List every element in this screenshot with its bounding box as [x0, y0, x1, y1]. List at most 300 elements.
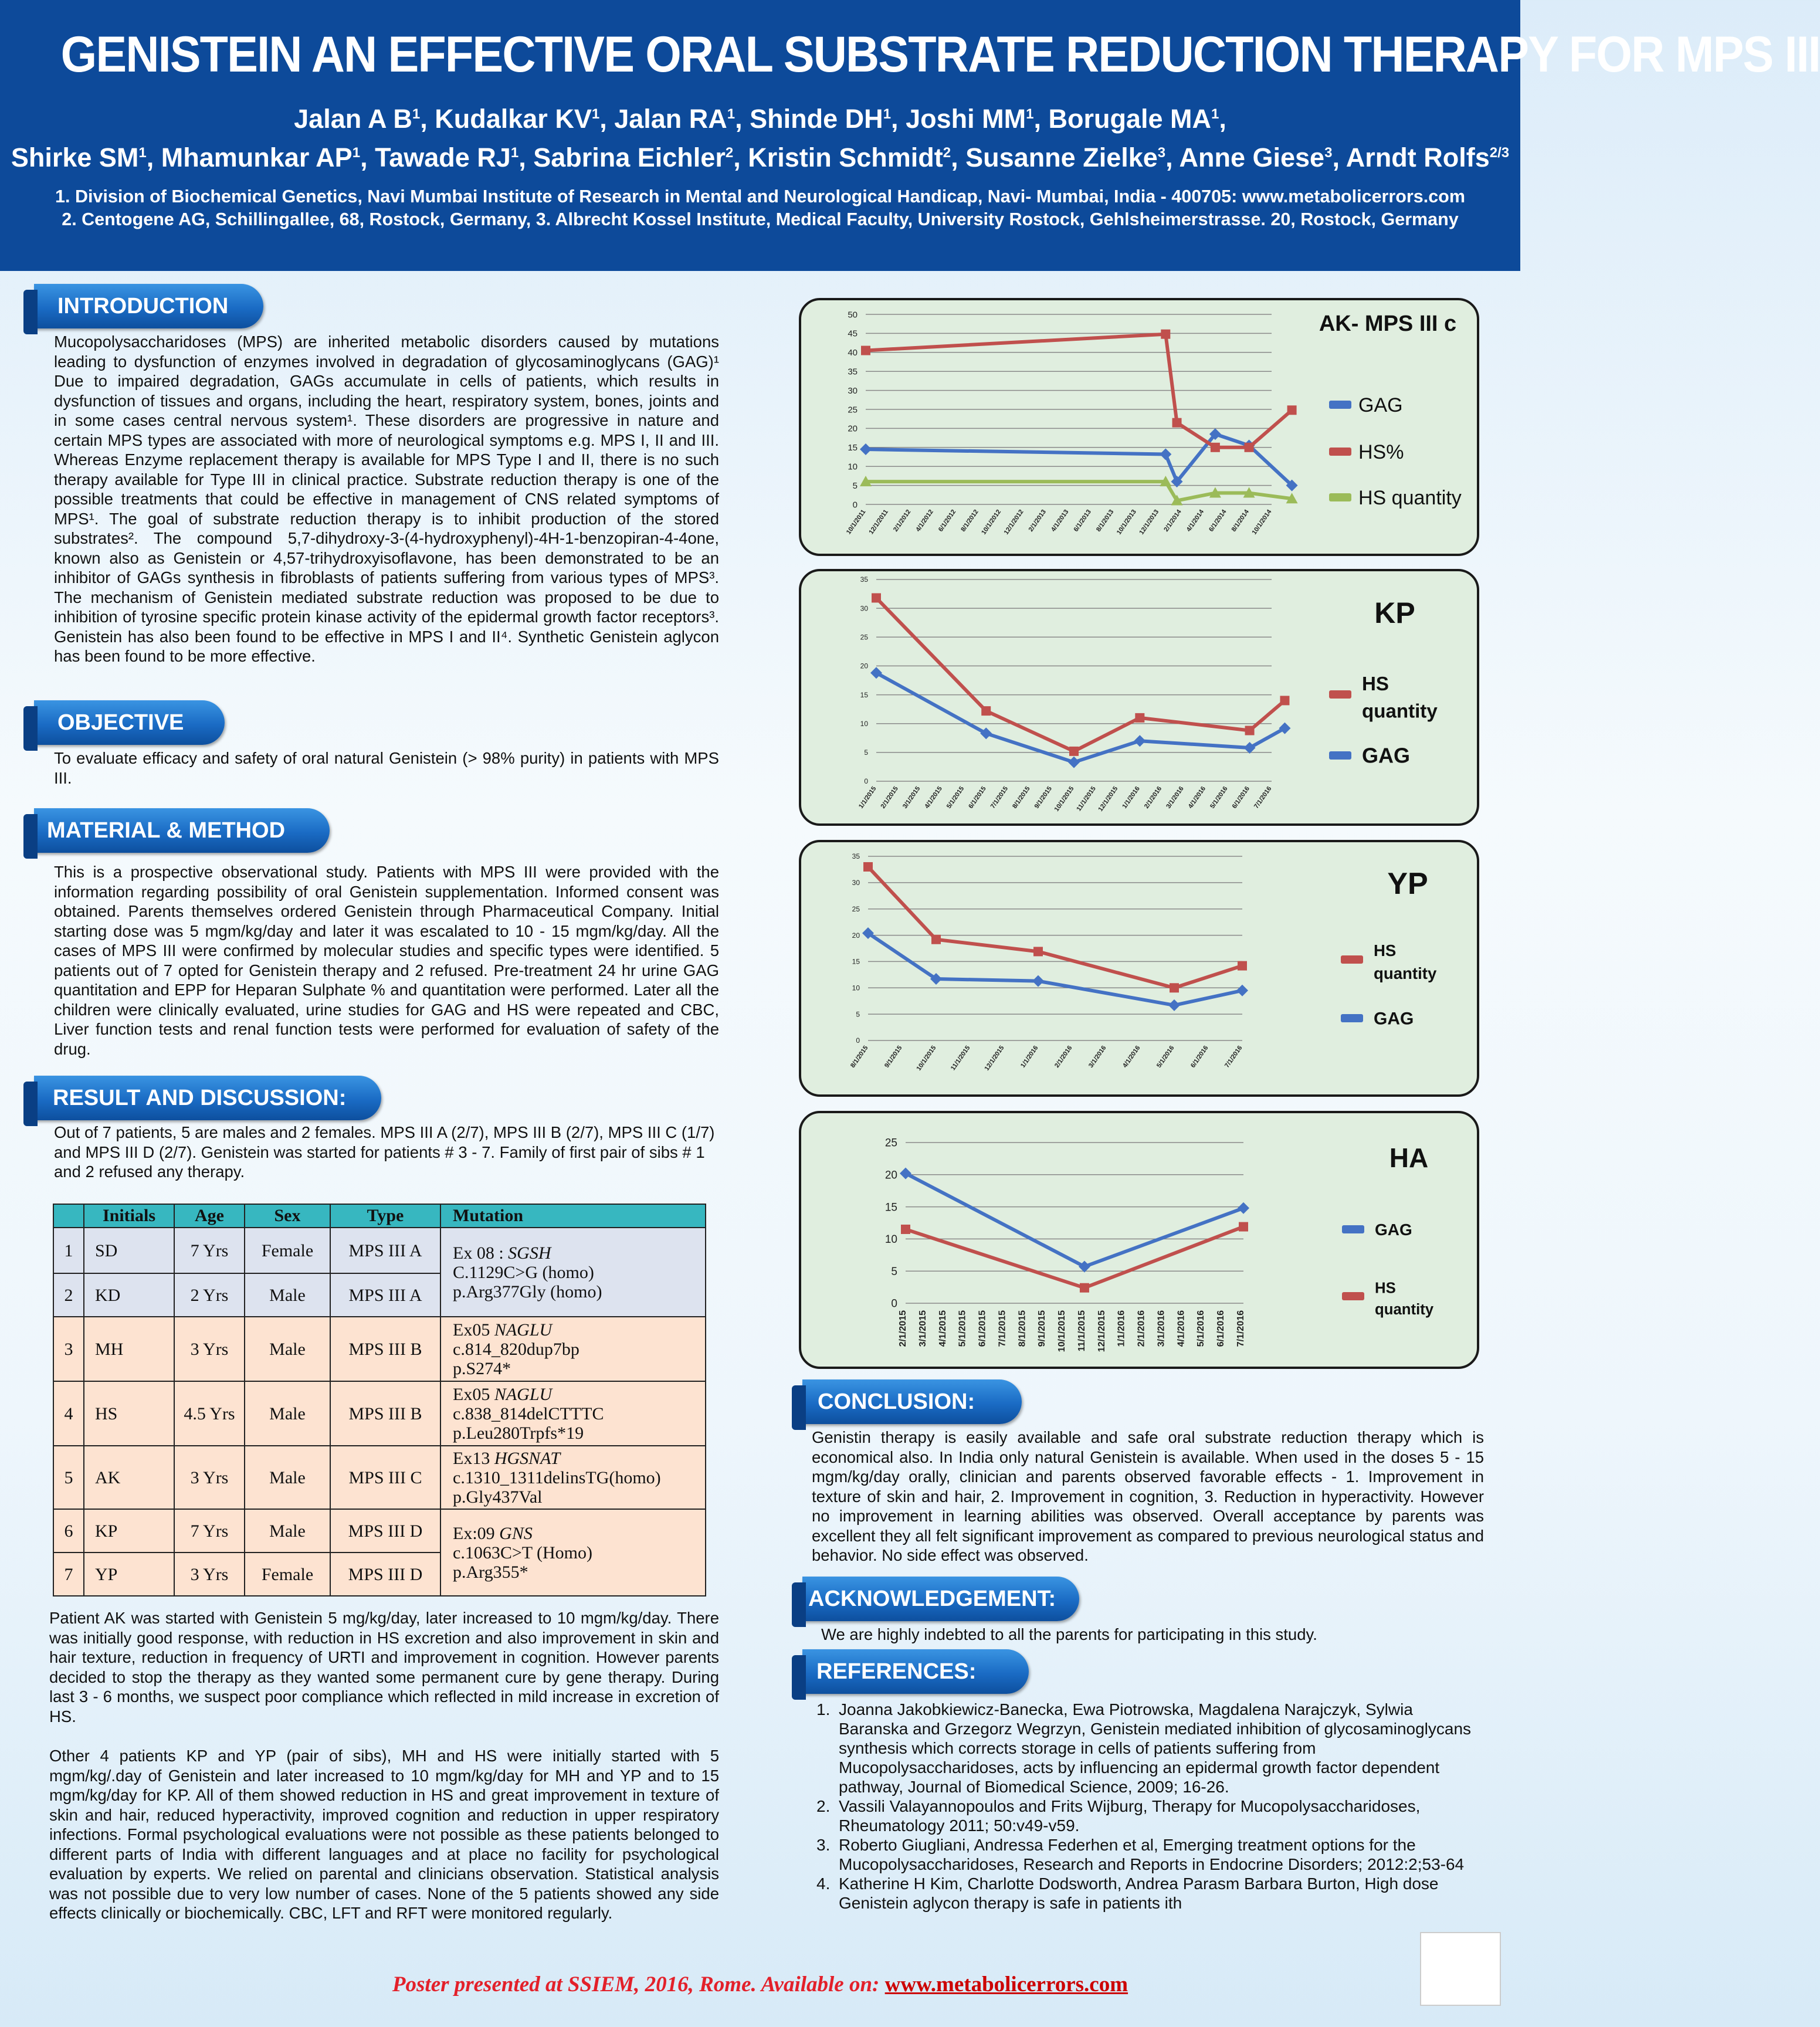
- mutation-exon: Ex13: [453, 1448, 490, 1468]
- author-affiliation-mark: 1: [510, 145, 519, 161]
- x-tick-label: 6/1/2014: [1208, 508, 1228, 533]
- table-cell: SD: [84, 1228, 174, 1273]
- chart-ha: [799, 1111, 1479, 1369]
- patient-table: [53, 1204, 706, 1596]
- header-cell: Initials: [84, 1204, 174, 1228]
- legend-label: quantity: [1374, 964, 1437, 982]
- mutation-line: p.Leu280Trpfs*19: [453, 1423, 584, 1443]
- chart-svg: [801, 300, 1477, 554]
- data-point: [1172, 418, 1182, 428]
- table-cell: 7: [53, 1553, 84, 1596]
- table-cell: 4.5 Yrs: [174, 1381, 245, 1446]
- mutation-line: c.814_820dup7bp: [453, 1339, 579, 1359]
- data-point: [863, 862, 873, 872]
- y-tick-label: 25: [852, 904, 860, 913]
- x-tick-label: 7/1/2016: [1253, 785, 1273, 810]
- footer: [0, 1972, 1520, 1997]
- footer-text: Poster presented at SSIEM, 2016, Rome. Available on:: [392, 1972, 885, 1997]
- x-tick-label: 6/1/2012: [937, 508, 958, 533]
- chart-ak: [799, 298, 1479, 556]
- author-name: Kristin Schmidt: [748, 143, 943, 172]
- reference-item: 1. Joanna Jakobkiewicz-Banecka, Ewa Piotrowska, Magdalena Narajczyk, Sylwia Baranska and Grzegorz Wegrzyn, Genistein mediated inhibition of glycosaminoglycans synthesis which corrects storage in cells of patients suffering from Mucopolysaccharidoses, acts by influencing an epidermal growth factor dependent pathway, Journal of Biomedical Science, 2009; 16-26.: [816, 1700, 1472, 1796]
- acknowledgement-text: We are highly indebted to all the parents for participating in this study.: [821, 1625, 1317, 1643]
- x-tick-label: 3/1/2016: [1156, 1310, 1167, 1347]
- legend-label: HS%: [1358, 440, 1404, 463]
- table-cell: 2: [53, 1273, 84, 1317]
- x-tick-label: 2/1/2015: [898, 1310, 908, 1347]
- x-tick-label: 5/1/2015: [945, 785, 966, 810]
- table-cell: 5: [53, 1446, 84, 1509]
- data-point: [1160, 448, 1171, 460]
- legend-swatch: [1329, 401, 1351, 409]
- table-cell: Female: [245, 1553, 330, 1596]
- legend-label: quantity: [1375, 1301, 1434, 1318]
- x-tick-label: 3/1/2016: [1165, 785, 1185, 810]
- x-tick-label: 12/1/2015: [983, 1044, 1006, 1072]
- x-tick-label: 11/1/2015: [1076, 1310, 1087, 1352]
- footer-link[interactable]: www.metabolicerrors.com: [884, 1972, 1128, 1997]
- header-cell: Type: [330, 1204, 440, 1228]
- x-tick-label: 10/1/2015: [915, 1044, 938, 1072]
- x-tick-label: 7/1/2016: [1223, 1044, 1244, 1069]
- table-cell: 6: [53, 1509, 84, 1553]
- y-tick-label: 15: [884, 1201, 897, 1214]
- data-point: [1245, 443, 1254, 452]
- mutation-cell: [440, 1509, 706, 1596]
- table-cell: 3 Yrs: [174, 1446, 245, 1509]
- data-point: [1135, 713, 1144, 723]
- mutation-cell: [440, 1381, 706, 1446]
- data-point: [1168, 999, 1180, 1011]
- y-tick-label: 10: [884, 1233, 897, 1246]
- results-discussion-text: [23, 1608, 719, 1923]
- table-cell: 7 Yrs: [174, 1509, 245, 1553]
- y-tick-label: 30: [860, 604, 868, 613]
- y-tick-label: 25: [884, 1137, 897, 1150]
- legend-label: GAG: [1358, 394, 1403, 416]
- y-tick-label: 25: [848, 405, 858, 415]
- x-tick-label: 11/1/2015: [1075, 785, 1097, 813]
- reference-text: Roberto Giugliani, Andressa Federhen et al, Emerging treatment options for the Mucopolysaccharidoses, Research and Reports in Endocrine Disorders; 2012:2;53-64: [839, 1836, 1465, 1873]
- chart-yp: [799, 840, 1479, 1097]
- x-tick-label: 7/1/2015: [989, 785, 1010, 810]
- mutation-gene: NAGLU: [494, 1384, 553, 1404]
- author-name: Shirke SM: [11, 143, 139, 172]
- table-row: [53, 1381, 706, 1446]
- chart-svg: [801, 571, 1477, 823]
- x-tick-label: 3/1/2015: [901, 785, 922, 810]
- x-tick-label: 2/1/2016: [1053, 1044, 1074, 1069]
- x-tick-label: 2/1/2014: [1163, 508, 1183, 533]
- author-name: Tawade RJ: [375, 143, 511, 172]
- table-cell: MPS III D: [330, 1509, 440, 1553]
- method-heading: MATERIAL & METHOD: [34, 808, 330, 853]
- x-tick-label: 9/1/2015: [883, 1044, 904, 1069]
- table-cell: Male: [245, 1446, 330, 1509]
- series-line: [906, 1227, 1243, 1288]
- series-line: [906, 1174, 1243, 1267]
- data-point: [1238, 961, 1247, 971]
- y-tick-label: 45: [848, 328, 858, 339]
- author-name: Arndt Rolfs: [1345, 143, 1490, 172]
- data-point: [1287, 405, 1297, 415]
- y-tick-label: 5: [856, 1010, 860, 1019]
- x-tick-label: 5/1/2016: [1196, 1310, 1206, 1347]
- introduction-section: [23, 284, 719, 666]
- author-affiliation-mark: 1: [591, 106, 600, 122]
- x-tick-label: 1/1/2016: [1019, 1044, 1040, 1069]
- results-text-1: Patient AK was started with Genistein 5 mg/kg/day, later increased to 10 mgm/kg/day. There was initially good response, with reduction in HS excretion and also improvement in skin and hair texture, reduction in frequency of URTI and improvement in cognition. However parents decided to stop the therapy as they wanted some permanent cure by gene therapy. During last 3 - 6 months, we suspect poor compliance which reflected in mild increase in excretion of HS.: [49, 1609, 719, 1726]
- header-cell: [53, 1204, 84, 1228]
- x-tick-label: 8/1/2015: [1017, 1310, 1028, 1347]
- chart-title: KP: [1374, 596, 1415, 629]
- data-point: [1069, 747, 1079, 756]
- references-section: [792, 1649, 1484, 1913]
- legend-label: HS quantity: [1358, 486, 1462, 509]
- y-tick-label: 10: [860, 719, 868, 728]
- mutation-line: p.Arg377Gly (homo): [453, 1282, 602, 1301]
- table-cell: 7 Yrs: [174, 1228, 245, 1273]
- author-name: Borugale MA: [1048, 104, 1211, 134]
- reference-item: 3. Roberto Giugliani, Andressa Federhen et al, Emerging treatment options for the Mucopolysaccharidoses, Research and Reports in Endocrine Disorders; 2012:2;53-64: [816, 1836, 1465, 1873]
- x-tick-label: 4/1/2015: [937, 1310, 948, 1347]
- data-point: [1211, 443, 1220, 452]
- chart-svg: [801, 842, 1477, 1094]
- table-cell: Male: [245, 1317, 330, 1381]
- data-point: [861, 346, 870, 355]
- legend-label: HS: [1362, 673, 1389, 695]
- table-cell: 3: [53, 1317, 84, 1381]
- conclusion-heading: CONCLUSION:: [802, 1379, 1022, 1424]
- data-point: [1280, 696, 1289, 705]
- x-tick-label: 3/1/2016: [1087, 1044, 1108, 1069]
- mutation-exon: Ex:09: [453, 1523, 495, 1543]
- mutation-exon: Ex05: [453, 1384, 490, 1404]
- mutation-line: p.S274*: [453, 1358, 511, 1378]
- authors-line-2: Shirke $SM^1$, Mhamunkar $AP^1$, Tawade $RJ^1$, Sabrina Eichler$^2$, Kristin Schmidt$^2$, Susanne Zielke$^3$, Anne Giese$^3$, Arndt Rolfs$^{2/3}$: [11, 143, 1510, 172]
- mutation-exon: Ex05: [453, 1320, 490, 1340]
- y-tick-label: 20: [884, 1169, 897, 1182]
- author-affiliation-mark: 3: [1324, 145, 1333, 161]
- header-cell: Mutation: [440, 1204, 706, 1228]
- data-point: [901, 1225, 910, 1234]
- x-tick-label: 3/1/2015: [917, 1310, 928, 1347]
- x-tick-label: 1/1/2016: [1121, 785, 1141, 810]
- author-name: Anne Giese: [1179, 143, 1325, 172]
- objective-section: [23, 700, 719, 788]
- data-point: [1080, 1283, 1089, 1293]
- legend-label: HS: [1374, 941, 1397, 960]
- x-tick-label: 12/1/2015: [1097, 785, 1120, 813]
- results-intro: Out of 7 patients, 5 are males and 2 females. MPS III A (2/7), MPS III B (2/7), MPS III C (1/7) and MPS III D (2/7). Genistein was started for patients # 3 - 7. Family of first pair of sibs # 1 and 2 refused any therapy.: [54, 1123, 715, 1181]
- mutation-gene: GNS: [499, 1523, 533, 1543]
- y-tick-label: 15: [852, 957, 860, 966]
- y-tick-label: 10: [852, 984, 860, 992]
- x-tick-label: 8/1/2015: [849, 1044, 870, 1069]
- mutation-line: c.1310_1311delinsTG(homo): [453, 1467, 661, 1487]
- mutation-cell: [440, 1228, 706, 1317]
- results-heading: RESULT AND DISCUSSION:: [34, 1076, 381, 1120]
- y-tick-label: 35: [848, 367, 858, 377]
- legend-swatch: [1342, 1225, 1364, 1233]
- y-tick-label: 5: [891, 1265, 897, 1278]
- x-tick-label: 10/1/2015: [1053, 785, 1076, 813]
- table-header-row: [53, 1204, 706, 1228]
- affiliations: [0, 185, 1520, 231]
- results-section: [23, 1076, 716, 1182]
- x-tick-label: 11/1/2015: [949, 1044, 972, 1072]
- author-name: Mhamunkar AP: [161, 143, 353, 172]
- mutation-line: p.Arg355*: [453, 1562, 528, 1582]
- y-tick-label: 20: [852, 931, 860, 940]
- mutation-cell: [440, 1446, 706, 1509]
- x-tick-label: 4/1/2014: [1185, 508, 1206, 533]
- author-affiliation-mark: 1: [1026, 106, 1034, 122]
- header-cell: Sex: [245, 1204, 330, 1228]
- method-text: This is a prospective observational study. Patients with MPS III were provided with the information regarding possibility of oral Genistein supplementation. Informed consent was obtained. Parents themselves ordered Genistein through Pharmaceutical Company. Initial starting dose was 5 mgm/kg/day and later it was escalated to 10 - 15 mgm/kg/day. All the cases of MPS III were confirmed by molecular studies and specific types were identified. 5 patients out of 7 opted for Genistein therapy and 2 refused. Pre-treatment 24 hr urine GAG quantitation and EPP for Heparan Sulphate % and quantitation were performed. Later all the children were clinically evaluated, urine studies for GAG and HS were repeated and CBC, Liver function tests and renal function tests were performed for evaluation of safety of the drug.: [54, 863, 719, 1058]
- reference-text: Joanna Jakobkiewicz-Banecka, Ewa Piotrowska, Magdalena Narajczyk, Sylwia Baranska and Grzegorz Wegrzyn, Genistein mediated inhibition of glycosaminoglycans synthesis which corrects storage in cells of patients suffering from Mucopolysaccharidoses, acts by influencing an epidermal growth factor dependent pathway, Journal of Biomedical Science, 2009; 16-26.: [839, 1700, 1472, 1796]
- table-cell: 4: [53, 1381, 84, 1446]
- x-tick-label: 6/1/2016: [1189, 1044, 1210, 1069]
- table-row: [53, 1446, 706, 1509]
- chart-svg: [801, 1113, 1477, 1367]
- x-tick-label: 6/1/2015: [967, 785, 988, 810]
- x-tick-label: 12/1/2013: [1138, 508, 1161, 536]
- x-tick-label: 6/1/2016: [1216, 1310, 1226, 1347]
- x-tick-label: 9/1/2015: [1033, 785, 1054, 810]
- table-cell: 3 Yrs: [174, 1553, 245, 1596]
- author-name: Shinde DH: [750, 104, 883, 134]
- series-line: [876, 598, 1284, 751]
- poster-title: GENISTEIN AN EFFECTIVE ORAL SUBSTRATE REDUCTION THERAPY FOR MPS III: [60, 26, 1820, 83]
- data-point: [860, 443, 872, 455]
- x-tick-label: 10/1/2011: [845, 508, 867, 536]
- legend-label: GAG: [1362, 743, 1411, 768]
- x-tick-label: 2/1/2016: [1143, 785, 1164, 810]
- conclusion-section: [792, 1379, 1484, 1565]
- x-tick-label: 8/1/2013: [1094, 508, 1116, 533]
- references-list: [813, 1700, 1484, 1913]
- data-point: [1068, 757, 1080, 768]
- y-tick-label: 25: [860, 633, 868, 642]
- mutation-line: c.838_814delCTTTC: [453, 1404, 604, 1423]
- data-point: [1032, 975, 1044, 987]
- x-tick-label: 10/1/2012: [980, 508, 1003, 536]
- x-tick-label: 6/1/2015: [977, 1310, 988, 1347]
- data-point: [931, 935, 941, 944]
- mutation-cell: [440, 1317, 706, 1381]
- x-tick-label: 2/1/2016: [1136, 1310, 1147, 1347]
- author-name: Joshi MM: [906, 104, 1026, 134]
- legend-swatch: [1329, 751, 1351, 760]
- data-point: [1239, 1222, 1248, 1232]
- legend-swatch: [1329, 448, 1351, 456]
- data-point: [1134, 735, 1145, 747]
- table-cell: KD: [84, 1273, 174, 1317]
- table-cell: KP: [84, 1509, 174, 1553]
- x-tick-label: 12/1/2012: [1002, 508, 1025, 536]
- chart-title: YP: [1387, 867, 1428, 901]
- x-tick-label: 4/1/2016: [1121, 1044, 1142, 1069]
- acknowledgement-heading: ACKNOWLEDGEMENT:: [802, 1577, 1079, 1621]
- x-tick-label: 8/1/2015: [1011, 785, 1032, 810]
- author-affiliation-mark: 1: [883, 106, 892, 122]
- author-affiliation-mark: 3: [1157, 145, 1166, 161]
- y-tick-label: 10: [848, 462, 858, 472]
- introduction-heading: INTRODUCTION: [34, 284, 263, 328]
- series-line: [866, 482, 1292, 500]
- reference-text: Vassili Valayannopoulos and Frits Wijburg, Therapy for Mucopolysaccharidoses, Rheumatology 2011; 50:v49-v59.: [839, 1797, 1421, 1835]
- introduction-text: Mucopolysaccharidoses (MPS) are inherited metabolic disorders caused by mutations leading to dysfunction of enzymes involved in degradation of glycosaminoglycans (GAG)¹ Due to impaired degradation, GAGs accumulate in cells of patients, which results in dysfunction of tissues and organs, including the heart, respiratory system, bones, joints and in some cases central nervous system¹. These disorders are progressive in nature and certain MPS types are associated with more of neurological symptoms e.g. MPS I, II and III. Whereas Enzyme replacement therapy is available for MPS Type I and II, there is no such therapy available for Type III in clinical practice. Substrate reduction therapy is one of the possible treatments that could be effective in management of CNS related symptoms of MPS¹. The goal of substrate reduction therapy is to inhibit production of the stored substrates². The compound 5,7-dihydroxy-3-(4-hydroxyphenyl)-4H-1-benzopiran-4-4one, known also as Genistein or 4,57-trihydroxyisoflavone, has been demonstrated to be an inhibitor of GAGs synthesis in fibroblasts of patients suffering from various types of MPS³. The mechanism of Genistein mediated substrate reduction was proposed to be due to inhibition of tyrosine specific protein kinase activity of the epidermal growth factor receptors³. Genistein has also been found to be effective in MPS I and II⁴. Synthetic Genistein aglycon has been found to be more effective.: [54, 333, 719, 665]
- objective-text: To evaluate efficacy and safety of oral natural Genistein (> 98% purity) in patients with MPS III.: [54, 749, 719, 787]
- y-tick-label: 0: [891, 1297, 897, 1310]
- table-cell: MPS III D: [330, 1553, 440, 1596]
- mutation-line: C.1129C>G (homo): [453, 1262, 594, 1282]
- y-tick-label: 35: [860, 575, 868, 584]
- x-tick-label: 7/1/2015: [997, 1310, 1008, 1347]
- table-cell: Male: [245, 1381, 330, 1446]
- x-tick-label: 10/1/2013: [1115, 508, 1138, 536]
- y-tick-label: 0: [852, 500, 858, 510]
- x-tick-label: 10/1/2015: [1057, 1310, 1067, 1353]
- y-tick-label: 5: [864, 748, 868, 757]
- y-tick-label: 15: [860, 690, 868, 699]
- mutation-gene: HGSNAT: [494, 1448, 561, 1468]
- x-tick-label: 1/1/2016: [1116, 1310, 1127, 1347]
- legend-label: quantity: [1362, 700, 1438, 723]
- results-text-2: Other 4 patients KP and YP (pair of sibs), MH and HS were initially started with 5 mgm/kg/.day of Genistein and later increased to 10 mgm/kg/day for MH and YP and to 15 mgm/kg/day for KP. All of them showed reduction in HS and great improvement in texture of skin and hair, reduced hyperactivity, improved cognition and reduction in upper respiratory infections. Formal psychological evaluations were not possible as these patients belonged to different parts of India with different languages and at place no facility for psychological evaluation by experts. We relied on parental and clinicians observation. Statistical analysis was not possible due to very low number of cases. None of the 5 patients showed any side effects clinically or biochemically. CBC, LFT and RFT were monitored regularly.: [49, 1747, 719, 1922]
- table-cell: HS: [84, 1381, 174, 1446]
- author-name: Susanne Zielke: [965, 143, 1158, 172]
- poster-header: [0, 0, 1820, 271]
- x-tick-label: 2/1/2012: [892, 508, 913, 533]
- reference-item: 4. Katherine H Kim, Charlotte Dodsworth, Andrea Parasm Barbara Burton, High dose Genistein aglycon therapy is safe in patients ith: [816, 1875, 1439, 1912]
- table-cell: 2 Yrs: [174, 1273, 245, 1317]
- table-cell: YP: [84, 1553, 174, 1596]
- legend-swatch: [1342, 1292, 1364, 1300]
- legend-label: GAG: [1374, 1009, 1414, 1029]
- chart-title: AK- MPS III c: [1319, 311, 1457, 336]
- data-point: [872, 593, 881, 602]
- table-cell: 1: [53, 1228, 84, 1273]
- data-point: [981, 706, 991, 716]
- x-tick-label: 4/1/2015: [923, 785, 944, 810]
- x-tick-label: 9/1/2015: [1037, 1310, 1048, 1347]
- table-row: [53, 1317, 706, 1381]
- table-cell: Male: [245, 1273, 330, 1317]
- method-section: [23, 808, 719, 1059]
- mutation-gene: SGSH: [508, 1243, 551, 1263]
- data-point: [1238, 1202, 1249, 1214]
- x-tick-label: 4/1/2016: [1187, 785, 1208, 810]
- y-tick-label: 5: [852, 480, 858, 491]
- series-line: [866, 434, 1292, 485]
- table-row: [53, 1228, 706, 1273]
- y-tick-label: 20: [860, 662, 868, 670]
- author-name: Jalan A B: [294, 104, 412, 134]
- author-affiliation-mark: 1: [138, 145, 147, 161]
- author-affiliation-mark: 2: [725, 145, 734, 161]
- table-cell: Female: [245, 1228, 330, 1273]
- x-tick-label: 2/1/2015: [879, 785, 900, 810]
- author-name: Jalan RA: [614, 104, 727, 134]
- y-tick-label: 15: [848, 443, 858, 453]
- x-tick-label: 8/1/2012: [960, 508, 980, 533]
- reference-text: Katherine H Kim, Charlotte Dodsworth, Andrea Parasm Barbara Burton, High dose Genistein aglycon therapy is safe in patients ith: [839, 1875, 1439, 1912]
- x-tick-label: 5/1/2016: [1155, 1044, 1176, 1069]
- table-cell: 3 Yrs: [174, 1317, 245, 1381]
- series-line: [868, 933, 1242, 1005]
- y-tick-label: 30: [848, 385, 858, 396]
- x-tick-label: 1/1/2015: [858, 785, 878, 810]
- data-point: [1236, 985, 1248, 996]
- header-cell: Age: [174, 1204, 245, 1228]
- table-row: [53, 1509, 706, 1553]
- table-cell: AK: [84, 1446, 174, 1509]
- data-point: [1245, 726, 1255, 735]
- y-tick-label: 20: [848, 423, 858, 434]
- legend-swatch: [1341, 955, 1363, 964]
- author-affiliation-mark: 2: [943, 145, 951, 161]
- x-tick-label: 4/1/2016: [1176, 1310, 1187, 1347]
- mutation-exon: Ex 08 :: [453, 1243, 504, 1263]
- chart-kp: [799, 569, 1479, 826]
- legend-swatch: [1341, 1014, 1363, 1022]
- y-tick-label: 0: [856, 1036, 860, 1045]
- affiliation-1: 1. Division of Biochemical Genetics, Navi Mumbai Institute of Research in Mental and Neurological Handicap, Navi- Mumbai, India - 400705: www.metabolicerrors.com: [55, 187, 1465, 206]
- author-affiliation-mark: 1: [352, 145, 361, 161]
- table-cell: MPS III B: [330, 1381, 440, 1446]
- author-affiliation-mark: 1: [727, 106, 736, 122]
- y-tick-label: 50: [848, 310, 858, 320]
- author-name: Sabrina Eichler: [533, 143, 726, 172]
- x-tick-label: 4/1/2013: [1050, 508, 1070, 533]
- x-tick-label: 12/1/2011: [867, 508, 890, 536]
- data-point: [1033, 947, 1043, 956]
- legend-label: HS: [1375, 1280, 1396, 1297]
- mutation-line: c.1063C>T (Homo): [453, 1543, 593, 1562]
- table-cell: MPS III A: [330, 1228, 440, 1273]
- legend-label: GAG: [1375, 1220, 1412, 1239]
- data-point: [1170, 983, 1179, 992]
- y-tick-label: 0: [864, 777, 868, 786]
- author-name: Kudalkar KV: [435, 104, 592, 134]
- x-tick-label: 4/1/2012: [914, 508, 935, 533]
- x-tick-label: 6/1/2016: [1231, 785, 1252, 810]
- table-cell: MPS III B: [330, 1317, 440, 1381]
- affiliation-2: 2. Centogene AG, Schillingallee, 68, Rostock, Germany, 3. Albrecht Kossel Institute, Medical Faculty, University Rostock, Gehlsheimerstrasse. 20, Rostock, Germany: [62, 209, 1459, 229]
- data-point: [1161, 330, 1170, 339]
- x-tick-label: 2/1/2013: [1027, 508, 1048, 533]
- table-cell: MH: [84, 1317, 174, 1381]
- references-heading: REFERENCES:: [802, 1649, 1029, 1694]
- x-tick-label: 8/1/2014: [1230, 508, 1251, 533]
- legend-swatch: [1329, 690, 1351, 699]
- x-tick-label: 7/1/2016: [1236, 1310, 1246, 1347]
- x-tick-label: 12/1/2015: [1096, 1310, 1107, 1353]
- author-affiliation-mark: 1: [1211, 106, 1219, 122]
- reference-item: 2. Vassili Valayannopoulos and Frits Wijburg, Therapy for Mucopolysaccharidoses, Rheumatology 2011; 50:v49-v59.: [816, 1797, 1421, 1835]
- x-tick-label: 10/1/2014: [1250, 508, 1273, 536]
- authors-line-1: Jalan A $B^1$, Kudalkar $KV^1$, Jalan $RA^1$, Shinde $DH^1$, Joshi $MM^1$, Borugale $MA^1$,: [294, 104, 1226, 134]
- mutation-gene: NAGLU: [494, 1320, 553, 1340]
- x-tick-label: 5/1/2015: [957, 1310, 968, 1347]
- x-tick-label: 6/1/2013: [1072, 508, 1093, 533]
- y-tick-label: 40: [848, 348, 858, 358]
- authors: [0, 97, 1520, 175]
- objective-heading: OBJECTIVE: [34, 700, 225, 745]
- y-tick-label: 35: [852, 852, 860, 861]
